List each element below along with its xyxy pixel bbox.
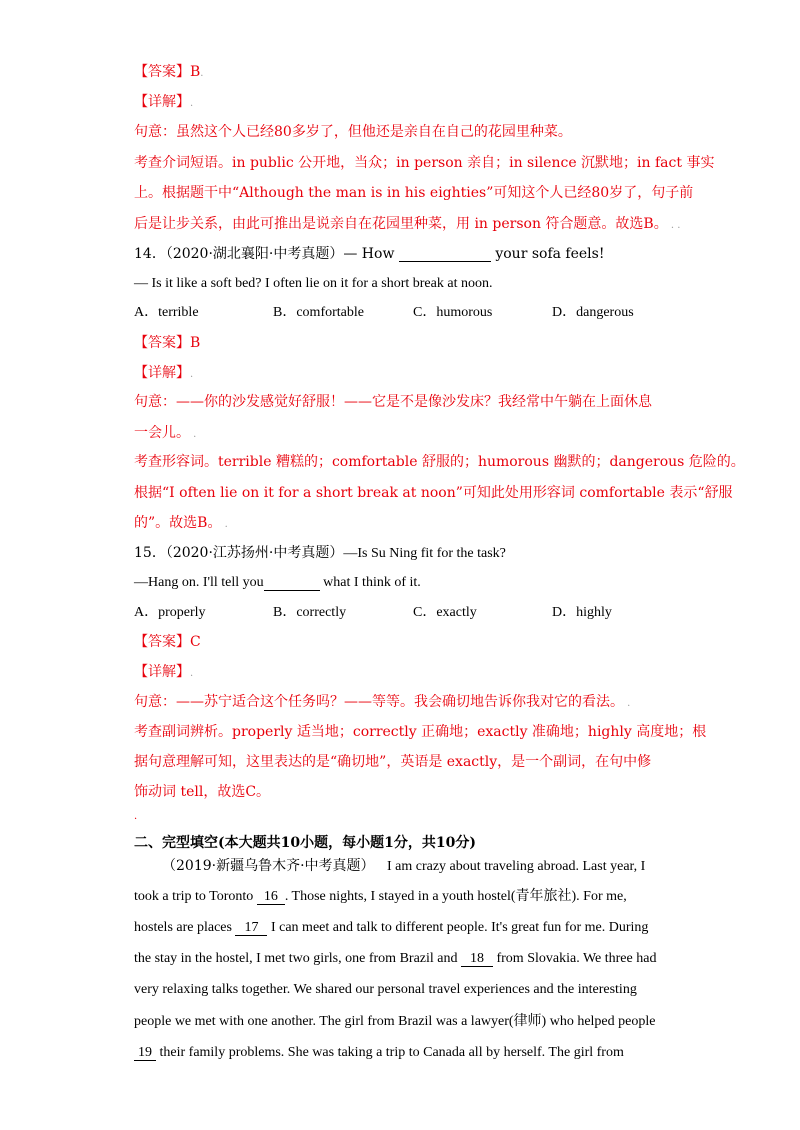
cloze-blank-19[interactable]: 19 <box>134 1046 156 1061</box>
q15-source: （2020·江苏扬州·中考真题） <box>165 545 344 561</box>
q15-option-c[interactable]: C．exactly <box>413 605 477 620</box>
q15-analysis-line1: 考查副词辨析。properly 适当地；correctly 正确地；exactly 准确地；highly 高度地；根 <box>134 724 707 740</box>
q14-answer: 【答案】B <box>134 335 201 351</box>
cloze-line4: the stay in the hostel, I met two girls, one from Brazil and 18 from Slovakia. We three had <box>134 951 657 966</box>
paragraph-mark: · <box>134 814 138 825</box>
q13-analysis-line2: 上。根据题干中“Although the man is in his eighties”可知这个人已经80岁了，句子前 <box>134 185 694 201</box>
q14-meaning-line1: 句意：——你的沙发感觉好舒服！——它是不是像沙发床？我经常中午躺在上面休息 <box>134 394 652 410</box>
q14-option-a[interactable]: A．terrible <box>134 305 199 320</box>
q15-meaning: 句意：——苏宁适合这个任务吗？——等等。我会确切地告诉你我对它的看法。 . <box>134 694 631 710</box>
q14-analysis-line1: 考查形容词。terrible 糟糕的；comfortable 舒服的；humorous 幽默的；dangerous 危险的。 <box>134 454 745 470</box>
q14-analysis-line3: 的”。故选B。 . <box>134 515 228 531</box>
q15-stem: 15．（2020·江苏扬州·中考真题）—Is Su Ning fit for the task? <box>134 545 506 561</box>
q14-analysis-line2: 根据“I often lie on it for a short break at noon”可知此处用形容词 comfortable 表示“舒服 <box>134 485 733 501</box>
q14-meaning-line2: 一会儿。 . <box>134 425 197 441</box>
q13-detail-label: 【详解】. <box>134 94 194 110</box>
q14-option-d[interactable]: D．dangerous <box>552 305 634 320</box>
q15-line2: —Hang on. I'll tell you what I think of it. <box>134 575 421 590</box>
cloze-line6: people we met with one another. The girl from Brazil was a lawyer(律师) who helped people <box>134 1014 656 1029</box>
q15-blank <box>264 576 320 591</box>
cloze-line3: hostels are places 17 I can meet and talk to different people. It's great fun for me. During <box>134 920 649 935</box>
q15-option-b[interactable]: B．correctly <box>273 605 347 620</box>
q14-option-b[interactable]: B．comfortable <box>273 305 364 320</box>
q15-answer: 【答案】C <box>134 634 201 650</box>
q14-blank <box>399 247 491 262</box>
q15-option-a[interactable]: A．properly <box>134 605 206 620</box>
q15-analysis-line2: 据句意理解可知，这里表达的是“确切地”，英语是 exactly，是一个副词，在句中修 <box>134 754 652 770</box>
q14-stem: 14．（2020·湖北襄阳·中考真题）— How your sofa feels! <box>134 246 605 262</box>
q15-number: 15． <box>134 545 166 561</box>
q13-analysis-line3: 后是让步关系，由此可推出是说亲自在花园里种菜，用 in person 符合题意。故选B。 . . <box>134 216 681 232</box>
q15-detail-label: 【详解】. <box>134 664 194 680</box>
q14-line2: — Is it like a soft bed? I often lie on it for a short break at noon. <box>134 276 493 291</box>
cloze-blank-17[interactable]: 17 <box>235 921 267 936</box>
q14-option-c[interactable]: C．humorous <box>413 305 493 320</box>
cloze-blank-16[interactable]: 16 <box>257 890 285 905</box>
cloze-line5: very relaxing talks together. We shared our personal travel experiences and the interesting <box>134 982 637 997</box>
q14-source: （2020·湖北襄阳·中考真题） <box>165 246 344 262</box>
q15-analysis-line3: 饰动词 tell，故选C。 <box>134 784 271 800</box>
cloze-source: （2019·新疆乌鲁木齐·中考真题） <box>162 858 375 874</box>
cloze-line2: took a trip to Toronto 16 . Those nights, I stayed in a youth hostel(青年旅社). For me, <box>134 889 627 904</box>
q13-answer: 【答案】B. <box>134 64 204 80</box>
q14-detail-label: 【详解】. <box>134 365 194 381</box>
q13-analysis-line1: 考查介词短语。in public 公开地，当众；in person 亲自；in silence 沉默地；in fact 事实 <box>134 155 715 171</box>
section2-heading: 二、完型填空(本大题共10小题，每小题1分，共10分) <box>134 835 476 851</box>
q13-meaning: 句意：虽然这个人已经80多岁了，但他还是亲自在自己的花园里种菜。 <box>134 124 572 140</box>
cloze-line1: （2019·新疆乌鲁木齐·中考真题） I am crazy about traveling abroad. Last year, I <box>162 858 646 874</box>
cloze-line7: 19 their family problems. She was taking a trip to Canada all by herself. The girl from <box>134 1044 624 1062</box>
q14-number: 14． <box>134 246 166 262</box>
q15-option-d[interactable]: D．highly <box>552 605 612 620</box>
cloze-blank-18[interactable]: 18 <box>461 952 493 967</box>
